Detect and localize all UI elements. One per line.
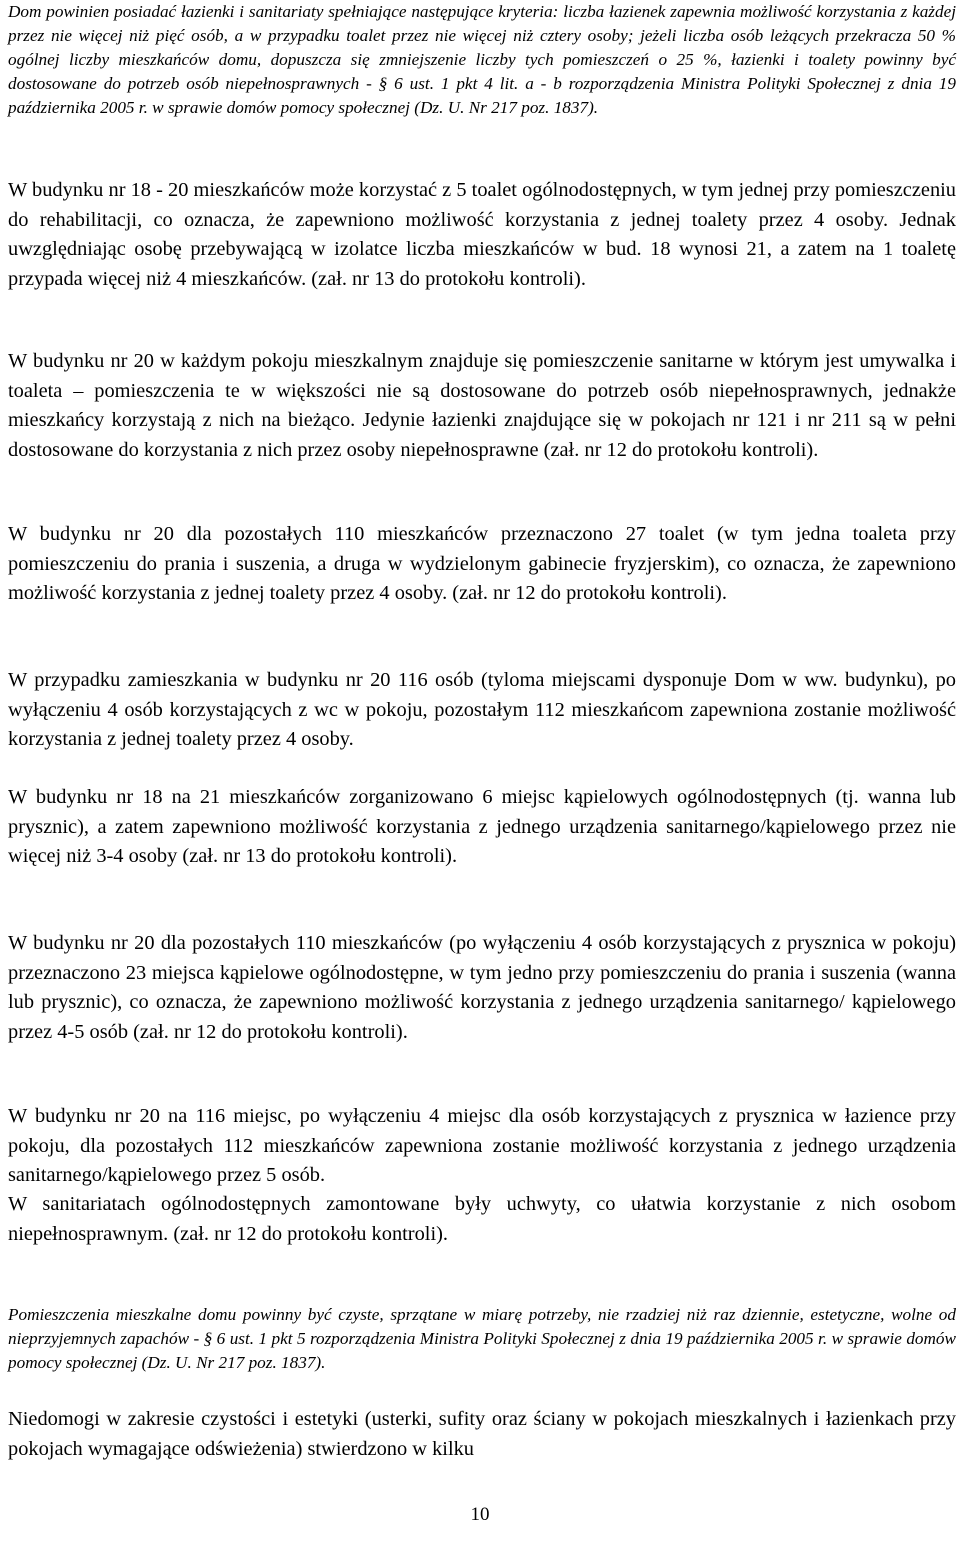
paragraph-building-20-toilets: W budynku nr 20 dla pozostałych 110 mieszkańców przeznaczono 27 toalet (w tym jedna toaleta przy pomieszczeniu do prania i suszenia, a druga w wydzielonym gabinecie fryzjerskim), co oznacza, że zapewniono możliwość korzystania z jednej toalety przez 4 osoby. (zał. nr 12 do protokołu kontroli). [8,523,956,604]
paragraph-building-20-baths: W budynku nr 20 dla pozostałych 110 mieszkańców (po wyłączeniu 4 osób korzystających z prysznica w pokoju) przeznaczono 23 miejsca kąpielowe ogólnodostępne, w tym jedno przy pomieszczeniu do prania i suszenia (wanna lub prysznic), co oznacza, że zapewniono możliwość korzystania z jednego urządzenia sanitarnego/ kąpielowego przez 4-5 osób (zał. nr 12 do protokołu kontroli). [8,932,956,1043]
paragraph-building-20-showers: W budynku nr 20 na 116 miejsc, po wyłączeniu 4 miejsc dla osób korzystających z prysznica w łazience przy pokoju, dla pozostałych 112 mieszkańców zapewniona zostanie możliwość korzystania z jednego urządzenia sanitarnego/kąpielowego przez 5 osób. [8,1105,956,1186]
paragraph-cleanliness-deficiencies: Niedomogi w zakresie czystości i estetyki (usterki, sufity oraz ściany w pokojach mieszkalnych i łazienkach przy pokojach wymagające odświeżenia) stwierdzono w kilku [8,1408,956,1460]
paragraph-building-20-capacity: W przypadku zamieszkania w budynku nr 20 116 osób (tyloma miejscami dysponuje Dom w ww. budynku), po wyłączeniu 4 osób korzystających z wc w pokoju, pozostałym 112 mieszkańcom zapewniona zostanie możliwość korzystania z jednej toalety przez 4 osoby. [8,669,956,750]
criteria-bathrooms-text: Dom powinien posiadać łazienki i sanitariaty spełniające następujące kryteria: liczba łazienek zapewnia możliwość korzystania z każdej przez nie więcej niż pięć osób, a w przypadku toalet przez nie więcej niż cztery osoby; jeżeli liczba osób leżących przekracza 50 % ogólnej liczby mieszkańców domu, dopuszcza się zmniejszenie liczby tych pomieszczeń o 25 %, łazienki i toalety powinny być dostosowane do potrzeb osób niepełnosprawnych - § 6 ust. 1 pkt 4 lit. a - b rozporządzenia Ministra Polityki Społecznej z dnia 19 października 2005 r. w sprawie domów pomocy społecznej (Dz. U. Nr 217 poz. 1837). [8,2,956,117]
paragraph-grab-bars: W sanitariatach ogólnodostępnych zamontowane były uchwyty, co ułatwia korzystanie z nich osobom niepełnosprawnym. (zał. nr 12 do protokołu kontroli). [8,1193,956,1245]
paragraph-building-20-rooms: W budynku nr 20 w każdym pokoju mieszkalnym znajduje się pomieszczenie sanitarne w którym jest umywalka i toaleta – pomieszczenia te w większości nie są dostosowane do potrzeb osób niepełnosprawnych, jednakże mieszkańcy korzystają z nich na bieżąco. Jedynie łazienki znajdujące się w pokojach nr 121 i nr 211 są w pełni dostosowane do korzystania z nich przez osoby niepełnosprawne (zał. nr 12 do protokołu kontroli). [8,350,956,461]
paragraph-building-18-toilets: W budynku nr 18 - 20 mieszkańców może korzystać z 5 toalet ogólnodostępnych, w tym jednej przy pomieszczeniu do rehabilitacji, co oznacza, że zapewniono możliwość korzystania z jednej toalety przez 4 osoby. Jednak uwzględniając osobę przebywającą w izolatce liczba mieszkańców w bud. 18 wynosi 21, a zatem na 1 toaletę przypada więcej niż 4 mieszkańców. (zał. nr 13 do protokołu kontroli). [8,179,956,290]
criteria-cleanliness-text: Pomieszczenia mieszkalne domu powinny być czyste, sprzątane w miarę potrzeby, nie rzadziej niż raz dziennie, estetyczne, wolne od nieprzyjemnych zapachów - § 6 ust. 1 pkt 5 rozporządzenia Ministra Polityki Społecznej z dnia 19 października 2005 r. w sprawie domów pomocy społecznej (Dz. U. Nr 217 poz. 1837). [8,1305,956,1372]
page-number: 10 [470,1504,490,1525]
paragraph-building-18-baths: W budynku nr 18 na 21 mieszkańców zorganizowano 6 miejsc kąpielowych ogólnodostępnych (tj. wanna lub prysznic), a zatem zapewniono możliwość korzystania z jednego urządzenia sanitarnego/kąpielowego przez nie więcej niż 3-4 osoby (zał. nr 13 do protokołu kontroli). [8,786,956,867]
